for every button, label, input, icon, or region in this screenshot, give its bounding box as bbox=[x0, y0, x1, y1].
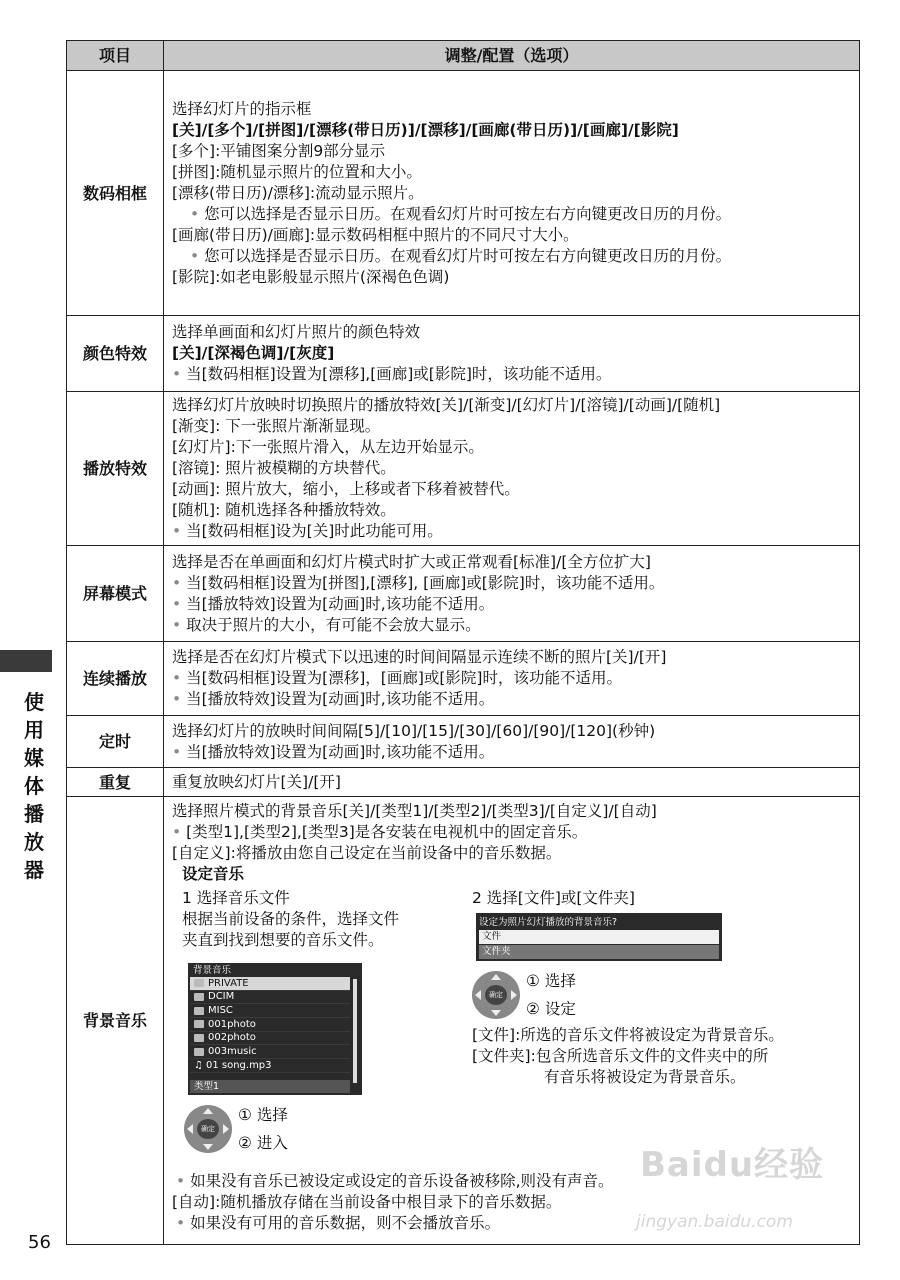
item-continuous-play: 连续播放 bbox=[67, 642, 164, 716]
bullet-text: • 取决于照片的大小，有可能不会放大显示。 bbox=[172, 615, 853, 636]
text-line: 选择是否在幻灯片模式下以迅速的时间间隔显示连续不断的照片[关]/[开] bbox=[172, 648, 667, 666]
item-screen-mode: 屏幕模式 bbox=[67, 546, 164, 642]
side-char: 放 bbox=[24, 830, 44, 854]
bullet-text: • 当[数码相框]设为[关]时此功能可用。 bbox=[172, 521, 853, 542]
list-item[interactable] bbox=[190, 977, 350, 991]
dialog-option-file[interactable]: 文件 bbox=[479, 930, 719, 944]
arrow-right-icon bbox=[223, 1124, 229, 1134]
folder-icon bbox=[194, 1020, 204, 1028]
file-entry-label: DCIM bbox=[208, 991, 235, 1003]
step-title: 2 选择[文件]或[文件夹] bbox=[472, 889, 635, 907]
settings-table bbox=[66, 40, 860, 1245]
dial-labels bbox=[526, 967, 576, 1023]
text-line: [关]/[多个]/[拼图]/[漂移(带日历)]/[漂移]/[画廊(带日历)]/[画廊]/[影院] bbox=[172, 120, 679, 139]
text-line: 夹直到找到想要的音乐文件。 bbox=[182, 931, 384, 949]
arrow-up-icon bbox=[491, 974, 501, 980]
text-line: 选择幻灯片的指示框 bbox=[172, 99, 312, 118]
bullet-text: • 当[播放特效]设置为[动画]时,该功能不适用。 bbox=[172, 742, 853, 763]
desc-playback-effect bbox=[164, 392, 860, 546]
text-line: 有音乐将被设定为背景音乐。 bbox=[544, 1068, 746, 1086]
text-line: [画廊(带日历)/画廊]:显示数码相框中照片的不同尺寸大小。 bbox=[172, 225, 579, 244]
bullet-text: • 您可以选择是否显示日历。在观看幻灯片时可按左右方向键更改日历的月份。 bbox=[172, 246, 853, 267]
baidu-watermark-logo: Baidu经验 bbox=[640, 1145, 825, 1185]
list-item[interactable] bbox=[190, 1018, 350, 1032]
text-line: [随机]: 随机选择各种播放特效。 bbox=[172, 501, 396, 519]
step-1 bbox=[172, 888, 472, 1159]
item-timer: 定时 bbox=[67, 716, 164, 768]
item-slideshow-frame: 数码相框 bbox=[67, 71, 164, 316]
remote-dpad-icon bbox=[472, 971, 520, 1019]
text-line: 选择单画面和幻灯片照片的颜色特效 bbox=[172, 323, 421, 341]
row-slideshow-frame bbox=[67, 71, 860, 316]
text-line: [影院]:如老电影般显示照片(深褐色色调) bbox=[172, 267, 450, 286]
folder-icon bbox=[194, 1034, 204, 1042]
list-item[interactable] bbox=[190, 1004, 350, 1018]
arrow-right-icon bbox=[511, 990, 517, 1000]
text-line: [动画]: 照片放大，缩小，上移或者下移着被替代。 bbox=[172, 480, 520, 498]
header-options: 调整/配置（选项） bbox=[164, 41, 860, 71]
list-item[interactable] bbox=[190, 1045, 350, 1059]
arrow-up-icon bbox=[203, 1108, 213, 1114]
text-line: [渐变]: 下一张照片渐渐显现。 bbox=[172, 417, 381, 435]
setup-title: 设定音乐 bbox=[182, 865, 245, 883]
bullet-text: • [类型1],[类型2],[类型3]是各安装在电视机中的固定音乐。 bbox=[172, 822, 853, 843]
bullet-text: • 如果没有音乐已被设定或设定的音乐设备被移除,则没有声音。 bbox=[172, 1171, 853, 1192]
side-char: 体 bbox=[24, 774, 44, 798]
dial-label-set: ② 设定 bbox=[526, 1000, 576, 1018]
side-char: 播 bbox=[24, 802, 44, 826]
text-line: [多个]:平铺图案分割9部分显示 bbox=[172, 141, 386, 160]
arrow-down-icon bbox=[491, 1010, 501, 1016]
dialog-title: 设定为照片幻灯播放的背景音乐? bbox=[479, 917, 618, 928]
step-title: 1 选择音乐文件 bbox=[182, 889, 290, 907]
desc-screen-mode bbox=[164, 546, 860, 642]
desc-repeat bbox=[164, 768, 860, 797]
folder-icon bbox=[194, 979, 204, 987]
table-header-row bbox=[67, 41, 860, 71]
bullet-text: • 如果没有可用的音乐数据，则不会播放音乐。 bbox=[172, 1213, 853, 1234]
text-line: [文件夹]:包含所选音乐文件的文件夹中的所 bbox=[472, 1047, 769, 1065]
text-line: [幻灯片]:下一张照片滑入，从左边开始显示。 bbox=[172, 438, 484, 456]
folder-icon bbox=[194, 1048, 204, 1056]
row-color-effect bbox=[67, 316, 860, 392]
text-line: [关]/[深褐色调]/[灰度] bbox=[172, 344, 335, 362]
desc-color-effect bbox=[164, 316, 860, 392]
dial-label-select: ① 选择 bbox=[238, 1106, 288, 1124]
text-line: 选择照片模式的背景音乐[关]/[类型1]/[类型2]/[类型3]/[自定义]/[自动] bbox=[172, 802, 657, 820]
dial-labels bbox=[238, 1101, 288, 1157]
text-line: 重复放映幻灯片[关]/[开] bbox=[172, 772, 341, 791]
file-browser-panel bbox=[188, 963, 362, 1095]
side-char: 器 bbox=[24, 858, 44, 882]
text-line: [文件]:所选的音乐文件将被设定为背景音乐。 bbox=[472, 1026, 784, 1044]
bgm-confirm-dialog bbox=[476, 913, 722, 961]
text-line: 选择幻灯片放映时切换照片的播放特效[关]/[渐变]/[幻灯片]/[溶镜]/[动画]/[随机] bbox=[172, 396, 721, 414]
folder-icon bbox=[194, 993, 204, 1001]
file-browser-title: 背景音乐 bbox=[193, 965, 232, 976]
side-char: 用 bbox=[24, 718, 44, 742]
arrow-left-icon bbox=[187, 1124, 193, 1134]
text-line: [漂移(带日历)/漂移]:流动显示照片。 bbox=[172, 183, 424, 202]
text-line: [自定义]:将播放由您自己设定在当前设备中的音乐数据。 bbox=[172, 844, 562, 862]
page-number: 56 bbox=[28, 1232, 51, 1253]
text-line: 选择幻灯片的放映时间间隔[5]/[10]/[15]/[30]/[60]/[90]/[120](秒钟) bbox=[172, 721, 656, 740]
side-char: 使 bbox=[24, 690, 44, 714]
bullet-text: • 当[数码相框]设置为[漂移],[画廊]或[影院]时，该功能不适用。 bbox=[172, 364, 853, 385]
list-item[interactable] bbox=[190, 1032, 350, 1046]
list-item[interactable] bbox=[190, 991, 350, 1005]
file-entry-label: 003music bbox=[208, 1046, 257, 1058]
file-entry-label: 01 song.mp3 bbox=[205, 1059, 272, 1071]
arrow-left-icon bbox=[475, 990, 481, 1000]
row-continuous-play bbox=[67, 642, 860, 716]
item-repeat: 重复 bbox=[67, 768, 164, 797]
scrollbar[interactable] bbox=[353, 979, 357, 1083]
ok-button-icon: 确定 bbox=[485, 985, 507, 1005]
side-char: 媒 bbox=[24, 746, 44, 770]
row-screen-mode bbox=[67, 546, 860, 642]
dial-label-select: ① 选择 bbox=[526, 972, 576, 990]
setup-steps bbox=[172, 888, 853, 1159]
bullet-text: • 当[数码相框]设置为[漂移]，[画廊]或[影院]时，该功能不适用。 bbox=[172, 668, 853, 689]
item-color-effect: 颜色特效 bbox=[67, 316, 164, 392]
file-entry-label: 001photo bbox=[208, 1018, 256, 1030]
step-2 bbox=[472, 888, 853, 1159]
item-background-music: 背景音乐 bbox=[67, 797, 164, 1245]
header-item: 项目 bbox=[67, 41, 164, 71]
remote-dial-select-enter bbox=[184, 1101, 472, 1159]
file-entry-label: 002photo bbox=[208, 1032, 256, 1044]
row-playback-effect bbox=[67, 392, 860, 546]
desc-continuous-play bbox=[164, 642, 860, 716]
bullet-text: • 当[播放特效]设置为[动画]时,该功能不适用。 bbox=[172, 689, 853, 710]
file-browser-footer: 类型1 bbox=[190, 1080, 350, 1093]
text-line: 根据当前设备的条件，选择文件 bbox=[182, 910, 400, 928]
desc-slideshow-frame bbox=[164, 71, 860, 316]
bullet-text: • 您可以选择是否显示日历。在观看幻灯片时可按左右方向键更改日历的月份。 bbox=[172, 204, 853, 225]
watermark-url: jingyan.baidu.com bbox=[636, 1212, 793, 1232]
dialog-option-folder[interactable]: 文件夹 bbox=[479, 945, 719, 959]
remote-dial-select-set bbox=[472, 967, 853, 1025]
text-line: [自动]:随机播放存储在当前设备中根目录下的音乐数据。 bbox=[172, 1193, 562, 1211]
bullet-text: • 当[数码相框]设置为[拼图],[漂移], [画廊]或[影院]时，该功能不适用。 bbox=[172, 573, 853, 594]
ok-button-icon: 确定 bbox=[197, 1119, 219, 1139]
text-line: 选择是否在单画面和幻灯片模式时扩大或正常观看[标准]/[全方位扩大] bbox=[172, 552, 651, 571]
remote-dpad-icon bbox=[184, 1105, 232, 1153]
chapter-side-label bbox=[20, 688, 48, 884]
row-timer bbox=[67, 716, 860, 768]
text-line: [溶镜]: 照片被模糊的方块替代。 bbox=[172, 459, 396, 477]
dial-label-enter: ② 进入 bbox=[238, 1134, 288, 1152]
chapter-tab-marker bbox=[0, 650, 52, 672]
music-note-icon: ♫ bbox=[194, 1059, 203, 1071]
item-playback-effect: 播放特效 bbox=[67, 392, 164, 546]
row-repeat bbox=[67, 768, 860, 797]
file-entry-label: PRIVATE bbox=[208, 977, 249, 989]
folder-icon bbox=[194, 1007, 204, 1015]
list-item[interactable] bbox=[190, 1059, 350, 1073]
file-entry-label: MISC bbox=[208, 1005, 233, 1017]
text-line: [拼图]:随机显示照片的位置和大小。 bbox=[172, 162, 422, 181]
desc-timer bbox=[164, 716, 860, 768]
arrow-down-icon bbox=[203, 1144, 213, 1150]
bullet-text: • 当[播放特效]设置为[动画]时,该功能不适用。 bbox=[172, 594, 853, 615]
